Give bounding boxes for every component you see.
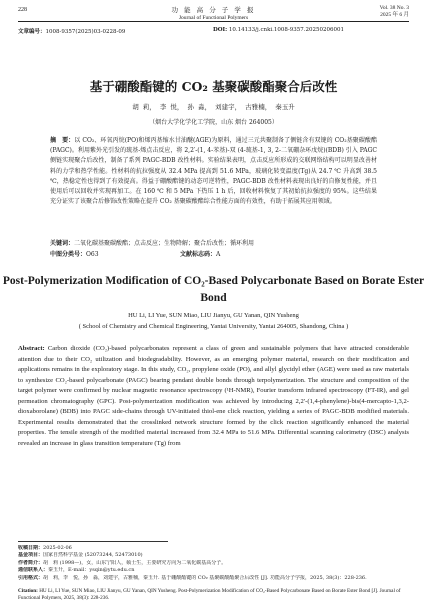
header-divider (18, 21, 409, 22)
abstract-cn-text: 以 CO₂、环氧丙烷(PO)和烯丙基缩水甘油醚(AGE)为原料，通过三元共聚制备了侧链含有双键的 CO₂基聚碳酸酯(PAGC)。利用紫外光引发的巯基-烯点击反应，将 2,2′-(1, 4-苯基)-双 (4-巯基-1, 3, 2-二氧硼杂环戊烷)(BDB) 引入 PAGC 侧链实现聚合后改性，制备了系列 PAGC-BDB 改性材料。实验结果表明，点击反应所形成的交联网络结构可以明显改善材料的力学和热学性能。性材料的抗拉强度从 32.4 MPa 提高到 51.6 MPa，玻璃化转变温度(Tg)从 24.7 ℃ 升高到 38.5 ℃，热稳定性也得到了有效提高。得益于硼酸酯键的动态可逆特性，PAGC-BDB 改性材料表现出良好的自修复性能，并且使用后可以回收并实现再加工。在 160 ℃ 和 5 MPa 下热压 1 h 后，回收材料恢复了其初始抗拉强度的 95%。这些结果充分证实了该聚合后修饰改性策略在提升 CO₂ 基聚碳酸酯综合性能方面的有效性，有助于拓展其应用领域。 (50, 137, 377, 206)
abstract-cn (50, 136, 377, 207)
affiliation-cn: （烟台大学化学化工学院，山东 烟台 264005） (149, 119, 278, 126)
article-meta (18, 27, 409, 36)
citation-cn: 引用格式：胡 莉，李 悦，孙 淼，刘建宇，古雅楠，秦玉升. 基于硼酸酯键的 CO₂ 基聚碳酸酯聚合后改性 [J]. 功能高分子学报，2025, 38(3)：228-236. (18, 574, 367, 581)
journal-name-en: Journal of Functional Polymers (178, 15, 249, 21)
keywords-cn-label: 关键词： (50, 240, 75, 247)
classification (50, 249, 377, 258)
abstract-en-text: Carbon dioxide (CO₂)-based polycarbonates represent a class of green and sustainable polymers that have attracted considerable attention due to their CO₂ utilization and biodegradability. However, as an emerging polymer material, research on their modification and applications remains in the exploratory stage. In this study, CO₂, propylene oxide (PO), and allyl glycidyl ether (AGE) were used as raw materials to synthesize CO₂-based polycarbonate (PAGC) bearing pendant double bonds through terpolymerization. The structure and composition of the target polymer were confirmed by nuclear magnetic resonance spectroscopy (¹H-NMR), Fourier transform infrared spectroscopy (FT-IR), and gel permeation chromatography (GPC). Post-polymerization modification was achieved by introducing 2,2′-(1,4-phenylene)-bis(4-mercapto-1,3,2-dioxaborolane) (BDB) into PAGC side-chains through UV-initiated thiol-ene click reaction, yielding a series of PAGC-BDB modified materials. Experimental results demonstrated that the crosslinked network structure formed by the click reaction significantly enhanced the material properties. The tensile strength of the modified material increased from 32.4 MPa to 51.6 MPa. Differential scanning calorimetry (DSC) analysis revealed an increase in glass transition temperature (Tg) from (18, 345, 409, 447)
journal-header (0, 5, 427, 21)
clc-code: 中图分类号：O63 (50, 251, 99, 258)
issue-date: 2025 年 6 月 (380, 12, 409, 18)
article-number: 文章编号：1008-9357(2025)03-0228-09 (18, 29, 126, 35)
doi[interactable]: DOI: 10.14133/j.cnki.1008-9357.20250206001 (213, 27, 345, 33)
abstract-en-label: Abstract: (18, 345, 45, 352)
authors-en: HU Li, LI Yue, SUN Miao, LIU Jianyu, GU Yanan, QIN Yusheng (128, 312, 299, 319)
author-bio: 作者简介：胡 莉 (1998—)，女，山东宁阳人，硕士生，主要研究方向为二氧化碳基高分子。 (18, 559, 227, 566)
citation-label: Citation: (18, 588, 38, 594)
fund-info: 基金项目：国家自然科学基金 (52073244, 52473010) (18, 552, 143, 559)
document-code: 文献标志码：A (180, 251, 221, 258)
volume-issue: Vol. 38 No. 3 (379, 5, 409, 11)
footnotes (18, 545, 409, 582)
abstract-cn-label: 摘 要： (50, 137, 75, 144)
authors-cn: 胡 莉， 李 悦， 孙 淼， 刘建宇， 古雅楠， 秦玉升 (132, 103, 295, 111)
title-en: Post-Polymerization Modification of CO₂-Based Polycarbonate Based on Borate Ester Bond (2, 275, 425, 304)
keywords-cn-text: 二氧化碳基聚碳酸酯；点击反应；生物降解；聚合后改性；循环利用 (74, 240, 255, 247)
keywords-cn (50, 238, 377, 247)
citation-text: HU Li, LI Yue, SUN Miao, LIU Jianyu, GU Yanan, QIN Yusheng. Post-Polymerization Modification of CO₂-Based Polycarbonate Based on Borate Ester Bond [J]. Journal of Functional Polymers, 2025, 38(3): 228-236. (18, 588, 401, 601)
journal-name-cn: 功 能 高 分 子 学 报 (171, 6, 256, 14)
abstract-en (18, 344, 409, 449)
title-cn: 基于硼酸酯键的 CO₂ 基聚碳酸酯聚合后改性 (89, 79, 338, 94)
issue-info (380, 5, 409, 19)
footnote-divider (18, 541, 168, 542)
received-date: 收稿日期：2025-02-06 (18, 545, 72, 551)
citation-en (18, 588, 409, 602)
page-number: 228 (18, 7, 27, 13)
corresponding-author: 通信联系人：秦玉升，E-mail：ysqin@ytu.edu.cn (18, 567, 135, 574)
affiliation-en: ( School of Chemistry and Chemical Engineering, Yantai University, Yantai 264005, Shandong, China ) (78, 323, 349, 330)
